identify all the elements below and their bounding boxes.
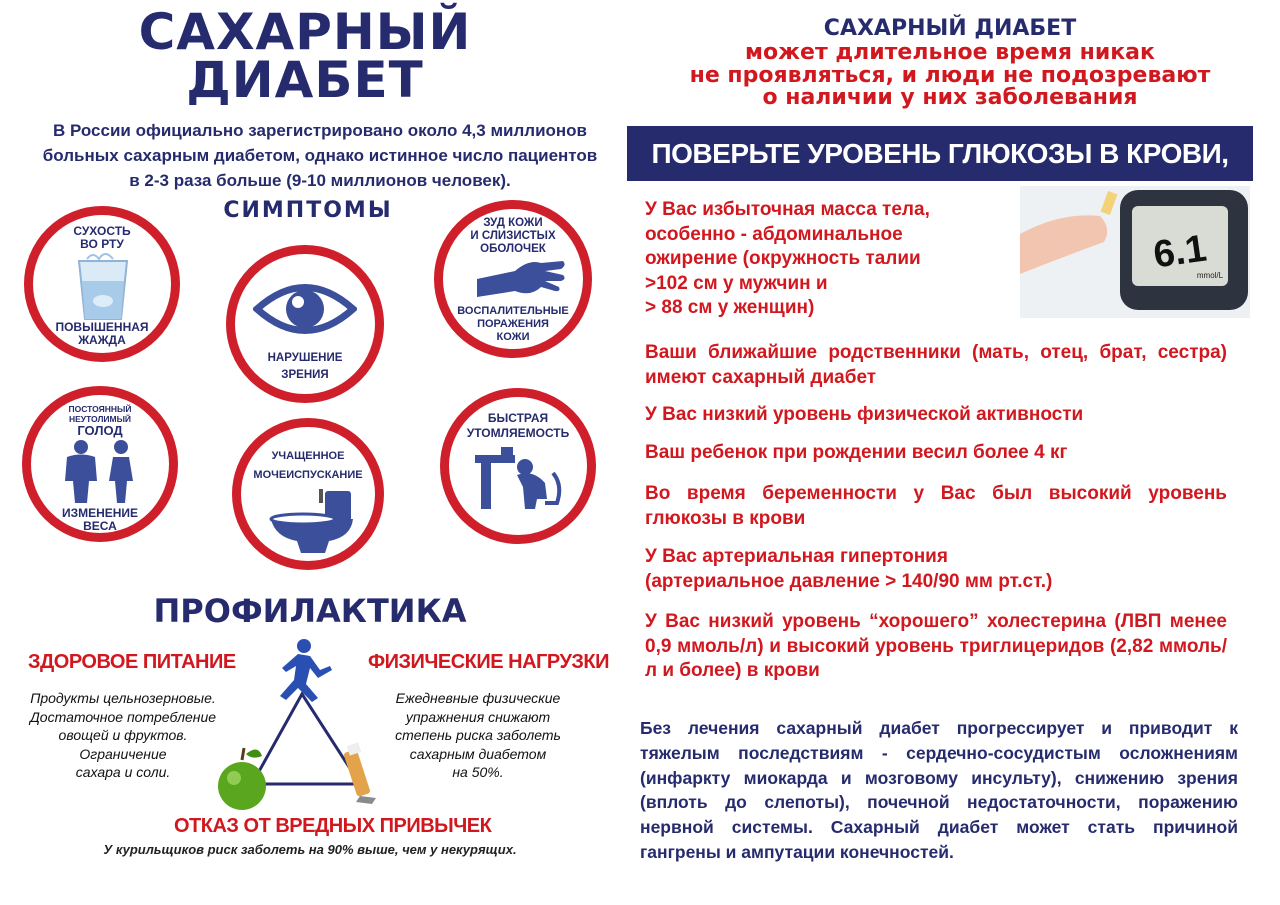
symptom-skin	[434, 200, 592, 358]
intro-line-1: В России официально зарегистрировано около 4,3 миллионов	[52, 121, 588, 140]
conclusion-text: Без лечения сахарный диабет прогрессирует и приводит к тяжелым последствиям - сердечно-сосудистым осложнениям (инфаркту миокарда и мозговому инсульту), снижению зрения (вплоть до слепоты), почечной недостаточности, поражению нервной системы. Сахарный диабет может стать причиной гангрены и ампутации конечностей.	[640, 718, 1238, 862]
tired-person-at-desk-icon	[473, 445, 565, 511]
bad-habits-text: У курильщиков риск заболеть на 90% выше, чем у некурящих.	[103, 842, 517, 857]
right-title-block	[630, 16, 1270, 110]
symptom-urination	[232, 418, 384, 570]
risk-item: Ваш ребенок при рождении весил более 4 кг	[645, 442, 1068, 463]
risk-item: Ваши ближайшие родственники (мать, отец, брат, сестра) имеют сахарный диабет	[645, 342, 1227, 388]
symptom-skin-label: ВОСПАЛИТЕЛЬНЫЕ ПОРАЖЕНИЯ КОЖИ	[457, 305, 569, 343]
symptom-weight-label: ИЗМЕНЕНИЕ ВЕСА	[61, 506, 139, 533]
meter-unit: mmol/L	[1196, 271, 1224, 280]
poster-title-line2: ДИАБЕТ	[186, 51, 424, 109]
prevention-heading: ПРОФИЛАКТИКА	[153, 592, 467, 630]
poster-title-line1: САХАРНЫЙ	[138, 3, 472, 61]
people-icon	[57, 439, 145, 505]
intro-line-2: больных сахарным диабетом, однако истинное число пациентов	[42, 146, 598, 165]
eye-icon	[253, 278, 357, 340]
right-title: САХАРНЫЙ ДИАБЕТ	[823, 16, 1077, 41]
symptom-fatigue	[440, 388, 596, 544]
apple-icon	[218, 748, 266, 810]
symptom-itch-label: ЗУД КОЖИ И СЛИЗИСТЫХ ОБОЛОЧЕК	[470, 217, 556, 255]
cigarette-icon	[343, 742, 376, 804]
risk-item: Во время беременности у Вас был высокий уровень глюкозы в крови	[645, 483, 1227, 529]
glucose-meter-icon	[1020, 186, 1250, 318]
intro-text	[20, 118, 620, 193]
symptom-hunger-small-label: ПОСТОЯННЫЙ НЕУТОЛИМЫЙ	[68, 404, 132, 424]
poster-title	[120, 3, 490, 109]
symptom-thirst-label: ПОВЫШЕННАЯ ЖАЖДА	[55, 320, 149, 347]
intro-line-3: в 2-3 раза больше (9-10 миллионов человек).	[129, 171, 511, 190]
symptom-thirst	[24, 206, 180, 362]
symptom-hunger-label: ГОЛОД	[77, 423, 123, 438]
physical-activity-text: Ежедневные физические упражнения снижают степень риска заболеть сахарным диабетом на 50%.	[395, 690, 561, 780]
prevention-triangle-graphic	[200, 632, 390, 812]
symptom-vision-label: НАРУШЕНИЕ ЗРЕНИЯ	[267, 352, 343, 381]
bad-habits-heading: ОТКАЗ ОТ ВРЕДНЫХ ПРИВЫЧЕК	[174, 815, 492, 837]
symptoms-heading: СИМПТОМЫ	[223, 198, 393, 223]
healthy-food-text: Продукты цельнозерновые. Достаточное потребление овощей и фруктов. Ограничение сахара и соли.	[29, 690, 217, 780]
meter-reading: 6.1	[1150, 227, 1210, 277]
symptom-dry-mouth-label: СУХОСТЬ ВО РТУ	[73, 224, 131, 251]
risk-item: У Вас артериальная гипертония (артериальное давление > 140/90 мм рт.ст.)	[645, 546, 1053, 592]
risk-item: У Вас избыточная масса тела, особенно - абдоминальное ожирение (окружность талии >102 см у мужчин и > 88 см у женщин)	[645, 199, 930, 318]
runner-icon	[280, 639, 332, 702]
symptom-hunger	[22, 386, 178, 542]
healthy-food-heading: ЗДОРОВОЕ ПИТАНИЕ	[28, 651, 236, 673]
symptom-urination-label: УЧАЩЕННОЕ МОЧЕИСПУСКАНИЕ	[253, 450, 363, 481]
symptom-vision	[226, 245, 384, 403]
physical-activity-heading: ФИЗИЧЕСКИЕ НАГРУЗКИ	[368, 651, 610, 673]
toilet-icon	[267, 489, 357, 555]
right-subtitle: может длительное время никак не проявляться, и люди не подозревают о наличии у них заболевания	[689, 40, 1211, 110]
symptom-fatigue-label: БЫСТРАЯ УТОМЛЯЕМОСТЬ	[466, 411, 570, 440]
glucose-check-banner: ПОВЕРЬТЕ УРОВЕНЬ ГЛЮКОЗЫ В КРОВИ, ЕСЛИ:	[627, 126, 1253, 181]
glass-of-water-icon	[73, 251, 133, 323]
hand-icon	[475, 257, 567, 303]
risk-item: У Вас низкий уровень физической активности	[645, 404, 1084, 425]
risk-item: У Вас низкий уровень “хорошего” холестерина (ЛВП менее 0,9 ммоль/л) и высокий уровень триглицеридов (2,82 ммоль/л и более) в крови	[645, 611, 1227, 681]
